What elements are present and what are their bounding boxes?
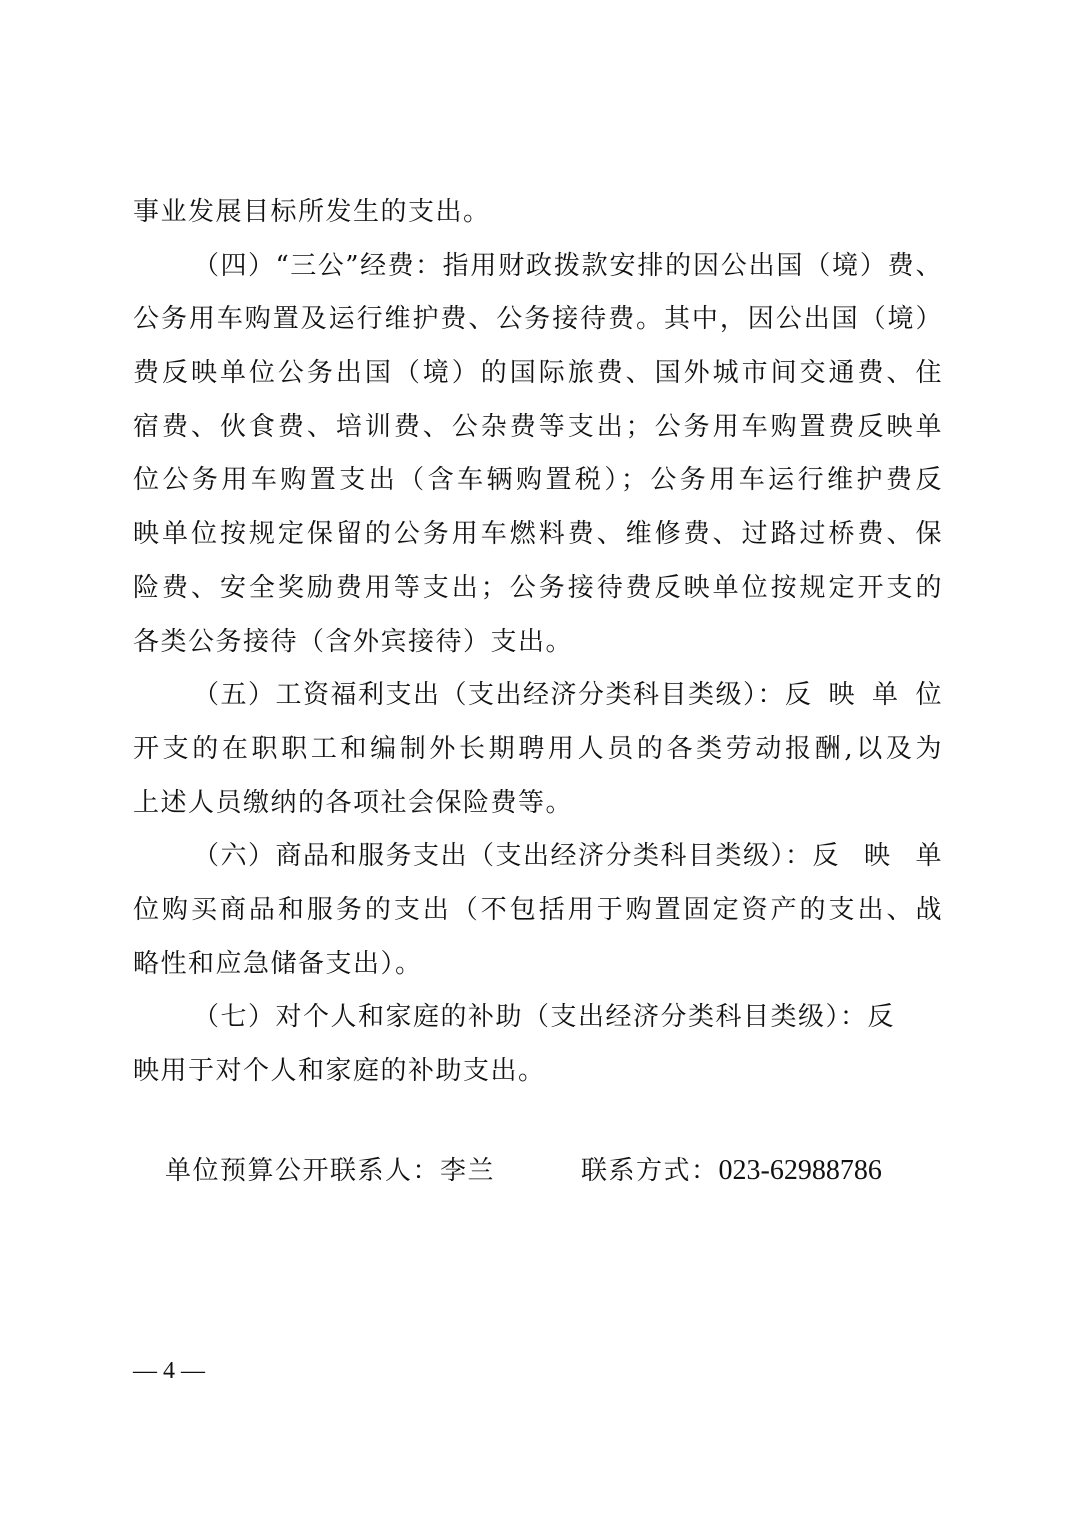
page-number: — 4 — — [133, 1358, 205, 1384]
text-line: 上述人员缴纳的各项社会保险费等。 — [133, 787, 574, 818]
text-line — [133, 830, 943, 884]
text-line — [133, 669, 943, 723]
section-heading: （七）对个人和家庭的补助（支出经济分类科目类级）： — [193, 1002, 868, 1033]
text-line: 宿费、伙食费、培训费、公杂费等支出；公务用车购置费反映单 — [133, 411, 943, 442]
contact-phone: 023-62988786 — [718, 1155, 882, 1186]
text-line: 映单位按规定保留的公务用车燃料费、维修费、过路过桥费、保 — [133, 519, 943, 550]
text-line: 位公务用车购置支出（含车辆购置税）；公务用车运行维护费反 — [133, 465, 943, 496]
section-heading: （四）“三公”经费： — [193, 250, 443, 281]
paragraph-text: 反 — [867, 1002, 896, 1033]
text-line: 开支的在职职工和编制外长期聘用人员的各类劳动报酬,以及为 — [133, 733, 943, 764]
text-line: 事业发展目标所发生的支出。 — [133, 197, 491, 227]
text-line: 险费、安全奖励费用等支出；公务接待费反映单位按规定开支的 — [133, 572, 943, 603]
section-heading: （五）工资福利支出（支出经济分类科目类级）： — [193, 680, 786, 711]
text-line: 各类公务接待（含外宾接待）支出。 — [133, 626, 574, 657]
text-line — [133, 240, 943, 294]
text-line: 映用于对个人和家庭的补助支出。 — [133, 1056, 546, 1086]
paragraph-text: 反映单 — [812, 841, 943, 872]
text-line: 费反映单位公务出国（境）的国际旅费、国外城市间交通费、住 — [133, 358, 943, 389]
paragraph-text: 反映单位 — [785, 680, 943, 711]
contact-person: 李兰 — [440, 1156, 496, 1186]
contact-phone-label: 联系方式： — [581, 1156, 719, 1186]
text-line: 公务用车购置及运行维护费、公务接待费。其中，因公出国（境） — [133, 304, 943, 335]
paragraph-text: 指用财政拨款安排的因公出国（境）费、 — [442, 250, 943, 281]
section-heading: （六）商品和服务支出（支出经济分类科目类级）： — [193, 841, 813, 872]
text-line: 略性和应急储备支出）。 — [133, 948, 423, 979]
contact-person-label: 单位预算公开联系人： — [165, 1156, 441, 1186]
contact-line — [165, 1150, 882, 1187]
text-line: 位购买商品和服务的支出（不包括用于购置固定资产的支出、战 — [133, 894, 943, 925]
document-body — [133, 186, 943, 1099]
text-line — [133, 991, 943, 1045]
